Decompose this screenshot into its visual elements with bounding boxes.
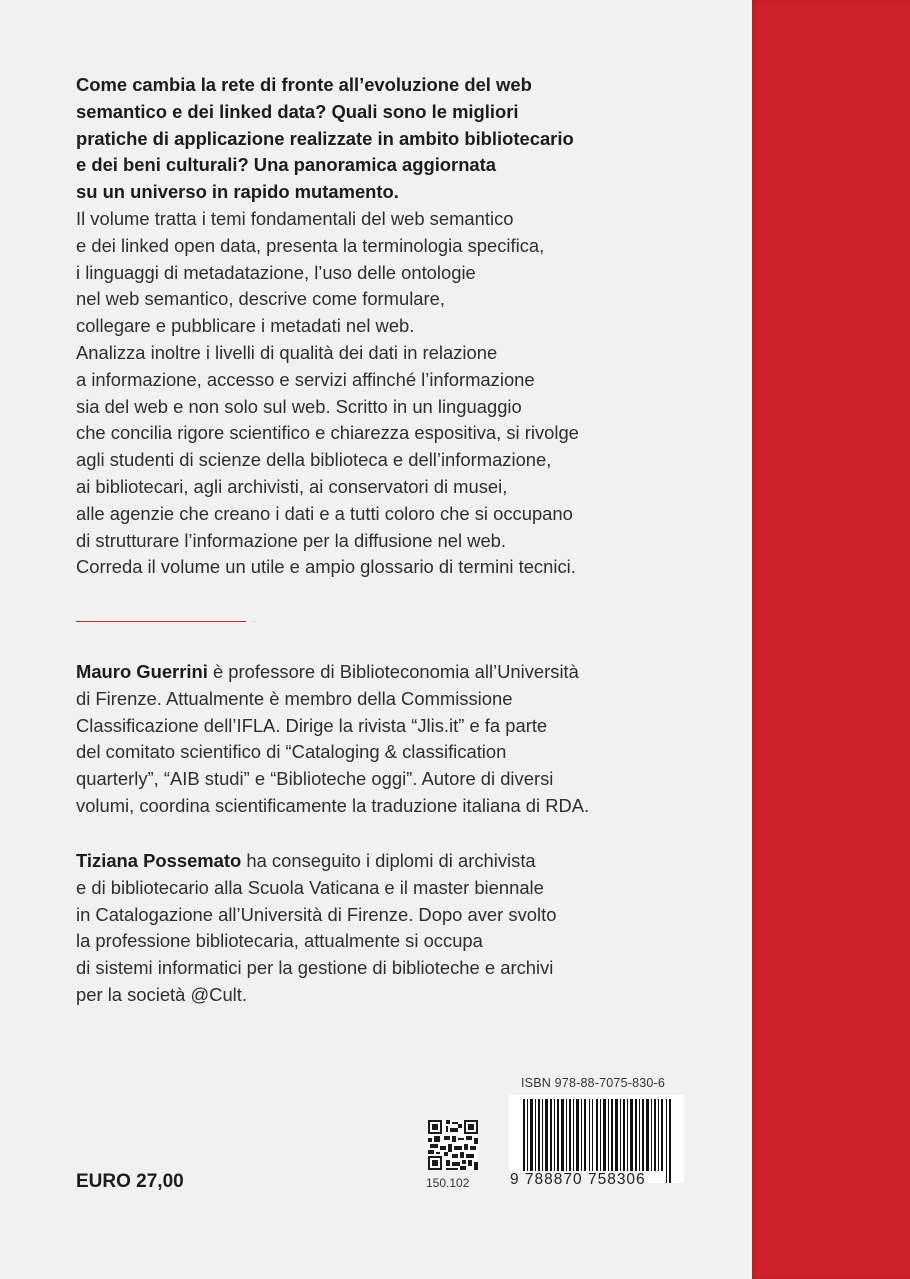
author-bio-text: ha conseguito i diplomi di archivista e di bibliotecario alla Scuola Vaticana e il master biennale in Catalogazione all’Università di Firenze. Dopo aver svolto la professione bibliotecaria, attualmente si occupa di sistemi informatici per la gestione di biblioteche e archivi per la società @Cult.	[76, 850, 557, 1005]
author-bio-guerrini	[76, 659, 736, 820]
author-bio-text: è professore di Biblioteconomia all’Università di Firenze. Attualmente è membro della Commissione Classificazione dell’IFLA. Dirige la rivista “Jlis.it” e fa parte del comitato scientifico di “Cataloging & classification quarterly”, “AIB studi” e “Biblioteche oggi”. Autore di diversi volumi, coordina scientificamente la traduzione italiana di RDA.	[76, 661, 590, 816]
author-name: Tiziana Possemato	[76, 850, 242, 871]
qr-code-icon	[428, 1120, 478, 1170]
barcode-digits: 9 788870 758306	[510, 1171, 646, 1188]
author-name: Mauro Guerrini	[76, 661, 208, 682]
barcode-icon	[509, 1095, 684, 1183]
red-spine-band	[752, 0, 910, 1279]
section-divider	[76, 621, 246, 622]
code-number: 150.102	[426, 1176, 470, 1190]
isbn-label: ISBN 978-88-7075-830-6	[521, 1076, 666, 1090]
blurb-body: Il volume tratta i temi fondamentali del web semantico e dei linked open data, presenta la terminologia specifica, i linguaggi di metadatazione, l’uso delle ontologie nel web semantico, descrive come formulare, collegare e pubblicare i metadati nel web. Analizza inoltre i livelli di qualità dei dati in relazione a informazione, accesso e servizi affinché l’informazione sia del web e non solo sul web. Scritto in un linguaggio che concilia rigore scientifico e chiarezza espositiva, si rivolge agli studenti di scienze della biblioteca e dell’informazione, ai bibliotecari, agli archivisti, ai conservatori di musei, alle agenzie che creano i dati e a tutti coloro che si occupano di strutturare l’informazione per la diffusione nel web. Correda il volume un utile e ampio glossario di termini tecnici.	[76, 207, 579, 578]
author-bio-possemato	[76, 848, 736, 1009]
blurb	[76, 72, 716, 581]
price-label: EURO 27,00	[76, 1171, 184, 1192]
blurb-lead: Come cambia la rete di fronte all’evoluzione del web semantico e dei linked data? Quali sono le migliori pratiche di applicazione realizzate in ambito bibliotecario e dei beni culturali? Una panoramica aggiornata su un universo in rapido mutamento.	[76, 74, 574, 203]
